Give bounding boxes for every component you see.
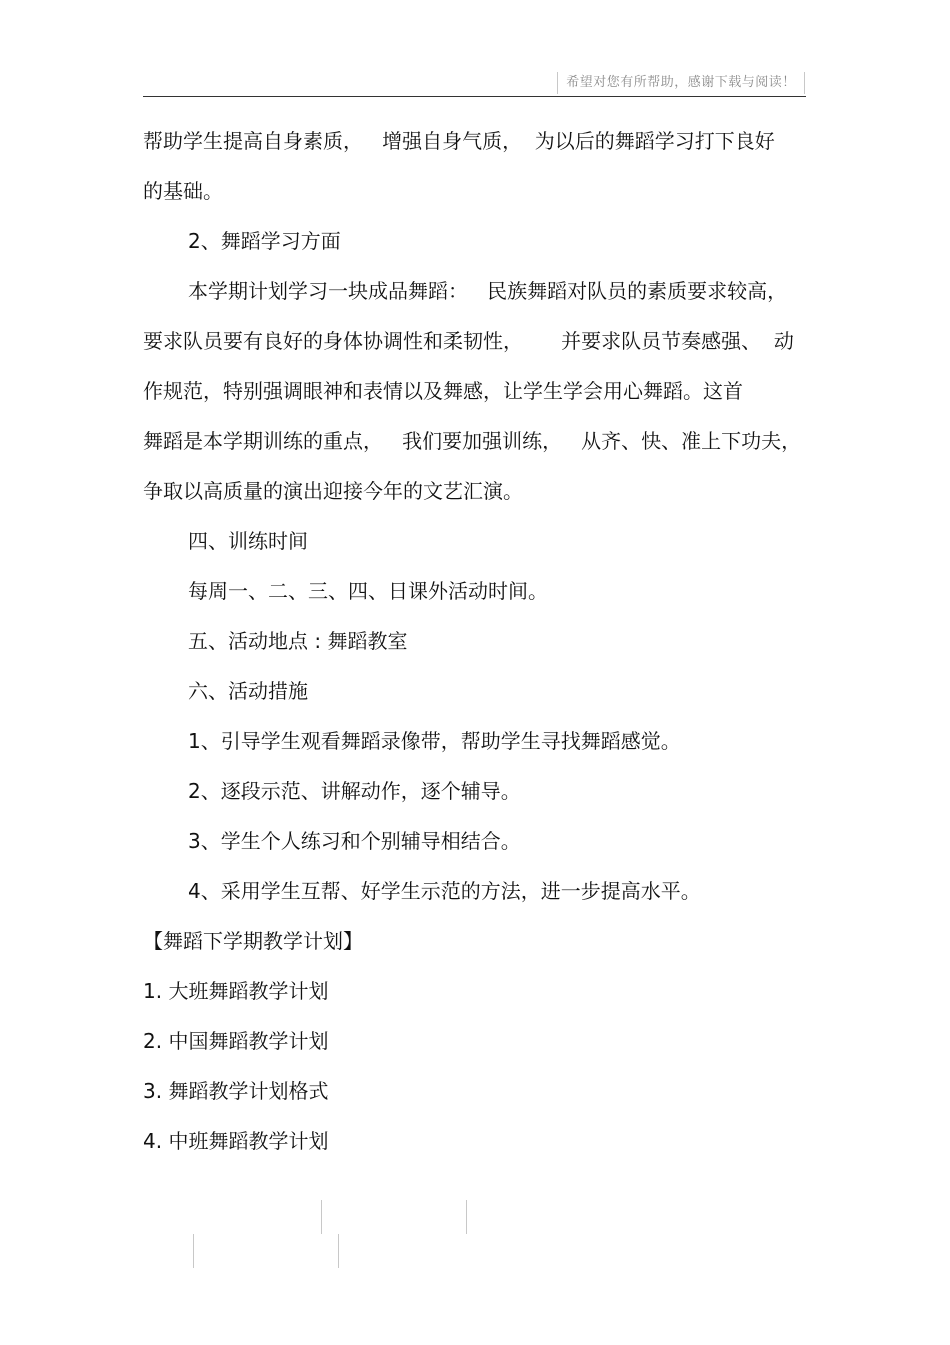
paragraph-line: 舞蹈是本学期训练的重点， 我们要加强训练， 从齐、快、准上下功夫， bbox=[143, 429, 802, 453]
related-heading: 【舞蹈下学期教学计划】 bbox=[143, 929, 363, 953]
list-item: 2、逐段示范、讲解动作，逐个辅导。 bbox=[188, 779, 521, 803]
related-link[interactable]: 4. 中班舞蹈教学计划 bbox=[143, 1129, 329, 1153]
table-fragment-line bbox=[321, 1200, 322, 1234]
paragraph-line: 帮助学生提高自身素质， 增强自身气质， 为以后的舞蹈学习打下良好 bbox=[143, 129, 775, 153]
paragraph-line: 每周一、二、三、四、日课外活动时间。 bbox=[188, 579, 548, 603]
section-heading: 四、训练时间 bbox=[188, 529, 308, 553]
table-fragment-line bbox=[193, 1234, 194, 1268]
header-note: 希望对您有所帮助，感谢下载与阅读！ bbox=[557, 72, 805, 94]
list-item: 3、学生个人练习和个别辅导相结合。 bbox=[188, 829, 521, 853]
related-link[interactable]: 2. 中国舞蹈教学计划 bbox=[143, 1029, 329, 1053]
header-rule bbox=[143, 96, 806, 97]
table-fragment-line bbox=[338, 1234, 339, 1268]
list-item: 1、引导学生观看舞蹈录像带，帮助学生寻找舞蹈感觉。 bbox=[188, 729, 681, 753]
table-fragment-line bbox=[466, 1200, 467, 1234]
related-link[interactable]: 3. 舞蹈教学计划格式 bbox=[143, 1079, 329, 1103]
paragraph-line: 作规范，特别强调眼神和表情以及舞感，让学生学会用心舞蹈。这首 bbox=[143, 379, 743, 403]
section-heading: 五、活动地点 : 舞蹈教室 bbox=[188, 629, 408, 653]
paragraph-line: 争取以高质量的演出迎接今年的文艺汇演。 bbox=[143, 479, 523, 503]
paragraph-line: 本学期计划学习一块成品舞蹈： 民族舞蹈对队员的素质要求较高， bbox=[188, 279, 788, 303]
section-heading: 六、活动措施 bbox=[188, 679, 308, 703]
section-heading: 2、舞蹈学习方面 bbox=[188, 229, 341, 253]
paragraph-line: 的基础。 bbox=[143, 179, 223, 203]
paragraph-line: 要求队员要有良好的身体协调性和柔韧性， 并要求队员节奏感强、 动 bbox=[143, 329, 794, 353]
related-link[interactable]: 1. 大班舞蹈教学计划 bbox=[143, 979, 329, 1003]
list-item: 4、采用学生互帮、好学生示范的方法，进一步提高水平。 bbox=[188, 879, 701, 903]
